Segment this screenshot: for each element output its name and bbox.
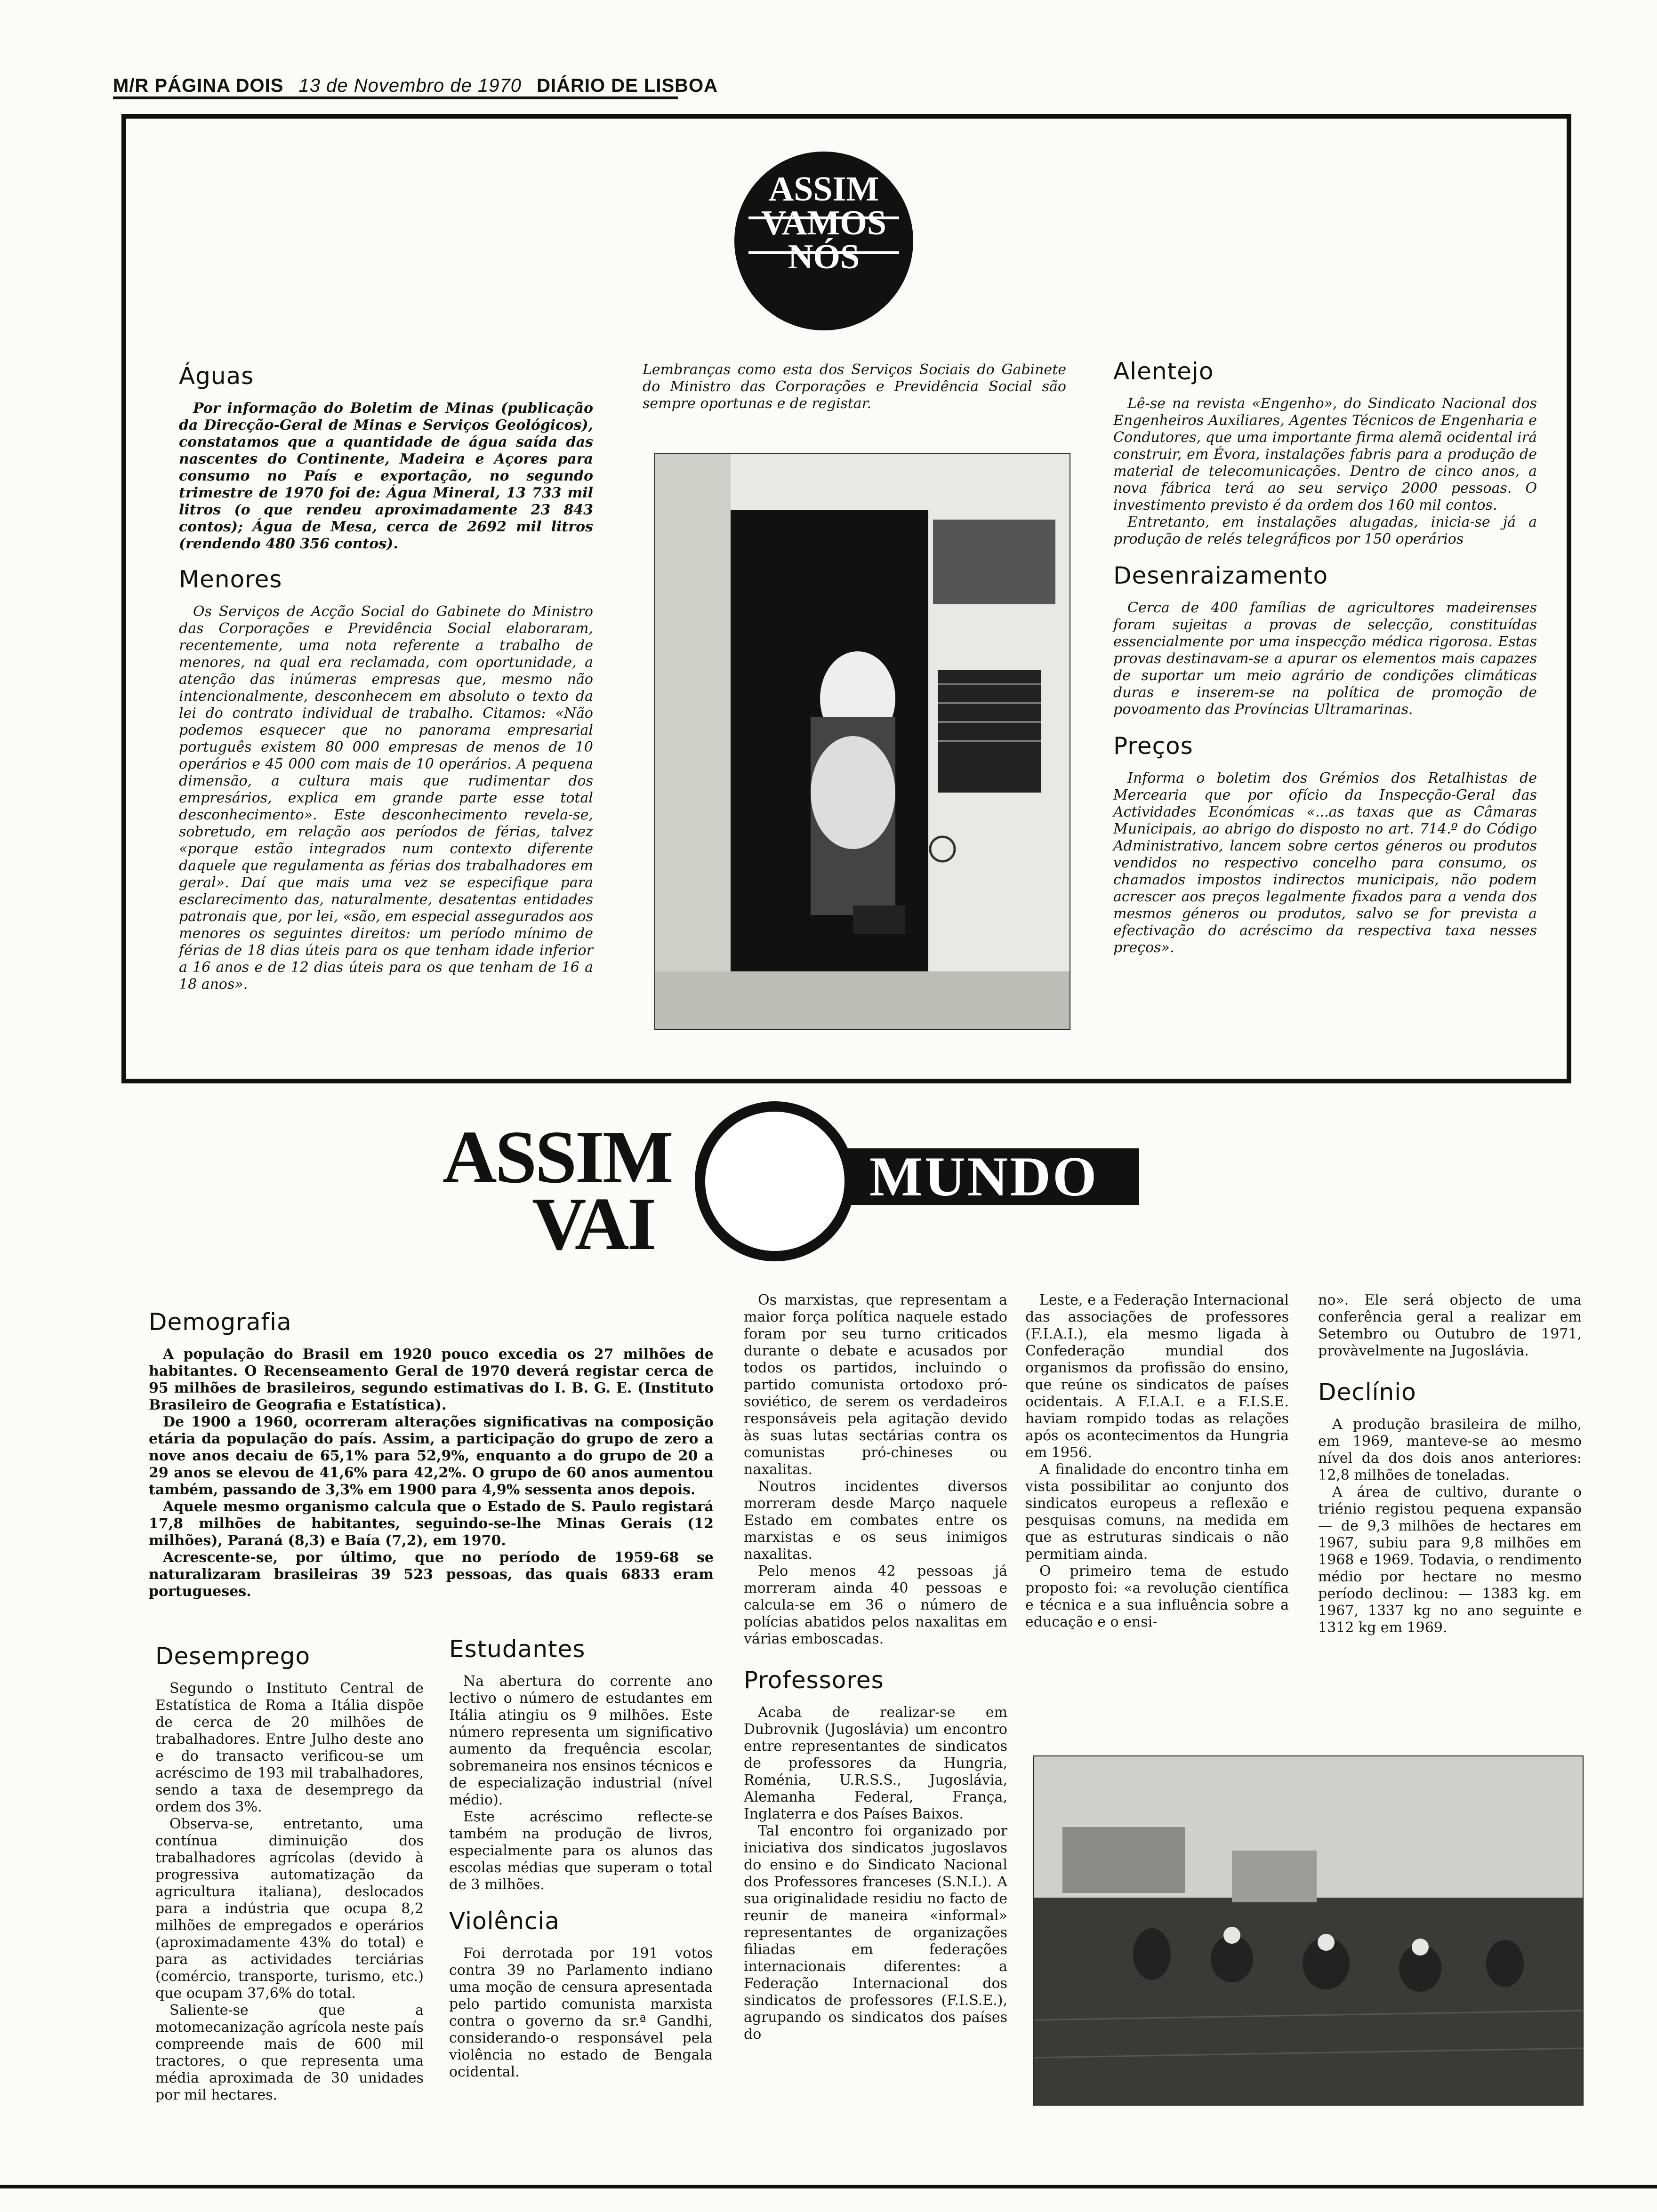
photo-illustration [655,454,1070,1029]
leste-text-2: A finalidade do encontro tinha em vista possibilitar ao conjunto dos sindicatos europeus a reflexão e pesquisas comuns, na medida em que as estruturas sindicais o não permitiam ainda. [1025,1461,1289,1563]
violencia-heading: Violência [449,1907,560,1935]
menores-heading: Menores [179,566,282,593]
masthead-section: M/R PÁGINA DOIS [113,75,284,96]
right-column-top [1113,358,1537,956]
photo-illustration-field [1034,1756,1583,2105]
desemprego-heading: Desemprego [155,1643,311,1670]
demografia-heading: Demografia [149,1308,292,1336]
demografia-article [149,1308,714,1600]
demografia-text-4: Acrescente-se, por último, que no período de 1959-68 se naturalizaram brasileiras 39 523 pessoas, das quais 6833 eram portugueses. [149,1549,714,1600]
banner-vai: VAI [532,1182,655,1266]
banner-assim: ASSIM [442,1115,672,1199]
professores-heading: Professores [744,1667,884,1694]
alentejo-text-2: Entretanto, em instalações alugadas, inicia-se já a produção de relés telegráficos por 150 operários [1113,514,1537,547]
estudantes-heading: Estudantes [449,1635,586,1663]
declinio-text-2: A área de cultivo, durante o triénio registou pequena expansão — de 9,3 milhões de hectares em 1967, subiu para 9,8 milhões em 1968 e 1969. Todavia, o rendimento médio por hectare no mesmo período declinou: — 1383 kg. em 1967, 1337 kg no ano seguinte e 1312 kg em 1969. [1318,1484,1582,1636]
badge-line-1: ASSIM [768,170,879,208]
alentejo-heading: Alentejo [1113,358,1214,385]
assim-vamos-nos-badge [734,152,913,330]
desemprego-article [155,1643,424,2104]
menores-text: Os Serviços de Acção Social do Gabinete do Ministro das Corporações e Previdência Social elaboraram, recentemente, uma nota referente a trabalho de menores, na qual era reclamada, com oportunidade, a atenção das inúmeras empresas que, mesmo não intencionalmente, desconhecem em absoluto o texto da lei do contrato individual de trabalho. Citamos: «Não podemos esquecer que no panorama empresarial português existem 80 000 empresas de menos de 10 operários e 45 000 com mais de 10 operários. A pequena dimensão, a cultura mais que rudimentar dos empresários, explica em grande parte esse total desconhecimento». Este desconhecimento revela-se, sobretudo, em relação aos períodos de férias, talvez «porque estão integrados num contexto diferente daquele que regulamenta as férias dos trabalhadores em geral». Daí que mais uma vez se especifique para esclarecimento das, naturalmente, desatentas entidades patronais que, por lei, «são, em especial assegurados aos menores os seguintes direitos: um período mínimo de férias de 18 dias úteis para os que tenham idade inferior a 16 anos e de 12 dias úteis para os que tenham de 16 a 18 anos». [179,603,593,993]
leste-text-3: O primeiro tema de estudo proposto foi: «a revolução científica e técnica e a sua influência sobre a educação e o ensi- [1025,1563,1289,1630]
violencia-text-1: Foi derrotada por 191 votos contra 39 no Parlamento indiano uma moção de censura apresentada pelo partido comunista marxista contra o governo da sr.ª Gandhi, considerando-o responsável pela violência no estado de Bengala ocidental. [449,1945,713,2080]
professores-text-2: Tal encontro foi organizado por iniciativa dos sindicatos jugoslavos do ensino e do Sindicato Nacional dos Professores franceses (S.N.I.). A sua originalidade residiu no facto de reunir de maneira «informal» representantes de organizações filiadas em federações internacionais diferentes: a Federação Internacional dos sindicatos de professores (F.I.S.E.), agrupando os sindicatos dos países do [744,1823,1007,2043]
alentejo-text-1: Lê-se na revista «Engenho», do Sindicato Nacional dos Engenheiros Auxiliares, Agentes Técnicos de Engenharia e Condutores, que uma importante firma alemã ocidental irá construir, em Évora, instalações fabris para a produção de material de telecomunicações. Dentro de cinco anos, a nova fábrica terá ao seu serviço 2000 pessoas. O investimento previsto é da ordem dos 160 mil contos. [1113,395,1537,513]
badge-line-3: NÓS [788,238,860,276]
demografia-text-1: A população do Brasil em 1920 pouco excedia os 27 milhões de habitantes. O Recenseamento Geral de 1970 deverá registar cerca de 95 milhões de brasileiros, segundo estimativas do I. B. G. E. (Instituto Brasileiro de Geografia e Estatística). [149,1346,714,1413]
masthead-paper: DIÁRIO DE LISBOA [537,75,718,96]
serviços-sociais-photo [654,453,1070,1030]
professores-text-1: Acaba de realizar-se em Dubrovnik (Jugoslávia) um encontro entre representantes de sindicatos de professores da Hungria, Roménia, U.R.S.S., Jugoslávia, Alemanha Federal, França, Inglaterra e dos Países Baixos. [744,1704,1007,1822]
banner-mundo: MUNDO [828,1148,1139,1205]
precos-heading: Preços [1113,732,1193,760]
field-workers-photo [1033,1755,1584,2106]
estudantes-text-1: Na abertura do corrente ano lectivo o número de estudantes em Itália atingiu os 9 milhões. Este número representa um significativo aumento da frequência escolar, sobremaneira nos ensinos técnicos e de especialização industrial (nível médio). [449,1673,713,1808]
desemprego-text-1: Segundo o Instituto Central de Estatística de Roma a Itália dispõe de cerca de 20 milhões de trabalhadores. Entre Julho deste ano e do transacto verificou-se um acréscimo de 193 mil trabalhadores, sendo a taxa de desemprego da ordem dos 3%. [155,1680,424,1815]
desemprego-text-2: Observa-se, entretanto, uma contínua diminuição dos trabalhadores agrícolas (devido à progressiva automatização da agricultura italiana), deslocados para a indústria que ocupa 8,2 milhões de empregados e operários (aproximadamente 43% do total) e para as actividades terciárias (comércio, transporte, turismo, etc.) que ocupam 37,6% do total. [155,1816,424,2002]
middle-column-top [643,361,1066,412]
desenraizamento-heading: Desenraizamento [1113,562,1328,589]
bottom-rule [0,2185,1657,2188]
banner-globe-circle [695,1101,855,1261]
declinio-heading: Declínio [1318,1378,1416,1406]
photo-caption: Lembranças como esta dos Serviços Sociais do Gabinete do Ministro das Corporações e Previdência Social são sempre oportunas e de registar. [643,361,1066,412]
left-column-top [179,362,593,993]
marxistas-text-1: Os marxistas, que representam a maior força política naquele estado foram por seu turno criticados durante o debate e acusados por todos os partidos, incluindo o partido comunista ortodoxo pró-soviético, de serem os verdadeiros responsáveis pela agitação devido às suas lutas sectárias contra os comunistas pró-chineses ou naxalitas. [744,1292,1007,1478]
declinio-text-1: A produção brasileira de milho, em 1969, manteve-se ao mesmo nível da dos dois anos anteriores: 12,8 milhões de toneladas. [1318,1416,1582,1483]
badge-line-2: VAMOS [761,204,886,242]
masthead-date: 13 de Novembro de 1970 [298,75,522,96]
estudantes-violencia-column [449,1635,713,2081]
desemprego-text-3: Saliente-se que a motomecanização agrícola neste país compreende mais de 600 mil tractores, o que representa uma média aproximada de 30 unidades por mil hectares. [155,2002,424,2103]
aguas-heading: Águas [179,362,254,390]
demografia-text-3: Aquele mesmo organismo calcula que o Estado de S. Paulo registará 17,8 milhões de habitantes, seguindo-se-lhe Minas Gerais (12 milhões), Paraná (8,3) e Baía (7,2), em 1970. [149,1499,714,1549]
precos-text: Informa o boletim dos Grémios dos Retalhistas de Mercearia que por ofício da Inspecção-Geral das Actividades Económicas «...as taxas que as Câmaras Municipais, ao abrigo do disposto no art. 714.º do Código Administrativo, lancem sobre certos géneros ou produtos vendidos no respectivo concelho para consumo, os chamados impostos indirectos municipais, não podem acrescer aos preços legalmente fixados para a venda dos mesmos géneros ou produtos, salvo se for prevista a efectivação do acréscimo da respectiva taxa nesses preços». [1113,770,1537,956]
leste-text-1: Leste, e a Federação Internacional das associações de professores (F.I.A.I.), ela mesmo ligada à Confederação mundial dos organismos da profissão do ensino, que reúne os sindicatos de países ocidentais. A F.I.A.I. e a F.I.S.E. haviam rompido todas as relações após os acontecimentos da Hungria em 1956. [1025,1292,1289,1461]
aguas-text: Por informação do Boletim de Minas (publicação da Direcção-Geral de Minas e Serviços Geológicos), constatamos que a quantidade de água saída das nascentes do Continente, Madeira e Açores para consumo no País e exportação, no segundo trimestre de 1970 foi de: Água Mineral, 13 733 mil litros (o que rendeu aproximadamente 23 843 contos); Água de Mesa, cerca de 2692 mil litros (rendendo 480 356 contos). [179,400,593,552]
estudantes-text-2: Este acréscimo reflecte-se também na produção de livros, especialmente para os alunos das escolas médias que superam o total de 3 milhões. [449,1809,713,1893]
declinio-column [1318,1292,1582,1636]
leste-column [1025,1292,1289,1631]
demografia-text-2: De 1900 a 1960, ocorreram alterações significativas na composição etária da população do país. Assim, a participação do grupo de zero a nove anos decaiu de 65,1% para 52,9%, enquanto a do grupo de 20 a 29 anos se elevou de 41,6% para 42,2%. O grupo de 60 anos aumentou também, passando de 3,3% em 1900 para 4,9% sessenta anos depois. [149,1414,714,1498]
marxistas-text-2: Noutros incidentes diversos morreram desde Março naquele Estado em combates entre os marxistas e os seus inimigos naxalitas. [744,1478,1007,1563]
marxistas-professores-column [744,1292,1007,2043]
ensino-continuation: no». Ele será objecto de uma conferência geral a realizar em Setembro ou Outubro de 1971, provàvelmente na Jugoslávia. [1318,1292,1582,1359]
marxistas-text-3: Pelo menos 42 pessoas já morreram ainda 40 pessoas e calcula-se em 36 o número de polícias abatidos pelos naxalitas em várias emboscadas. [744,1563,1007,1647]
masthead [113,75,718,99]
desenraizamento-text: Cerca de 400 famílias de agricultores madeirenses foram sujeitas a provas de selecção, constituídas essencialmente por uma inspecção médica rigorosa. Estas provas destinavam-se a apurar os elementos mais capazes de suportar um meio agrário de condições climáticas duras e inserem-se na política de promoção de povoamento das Províncias Ultramarinas. [1113,600,1537,718]
